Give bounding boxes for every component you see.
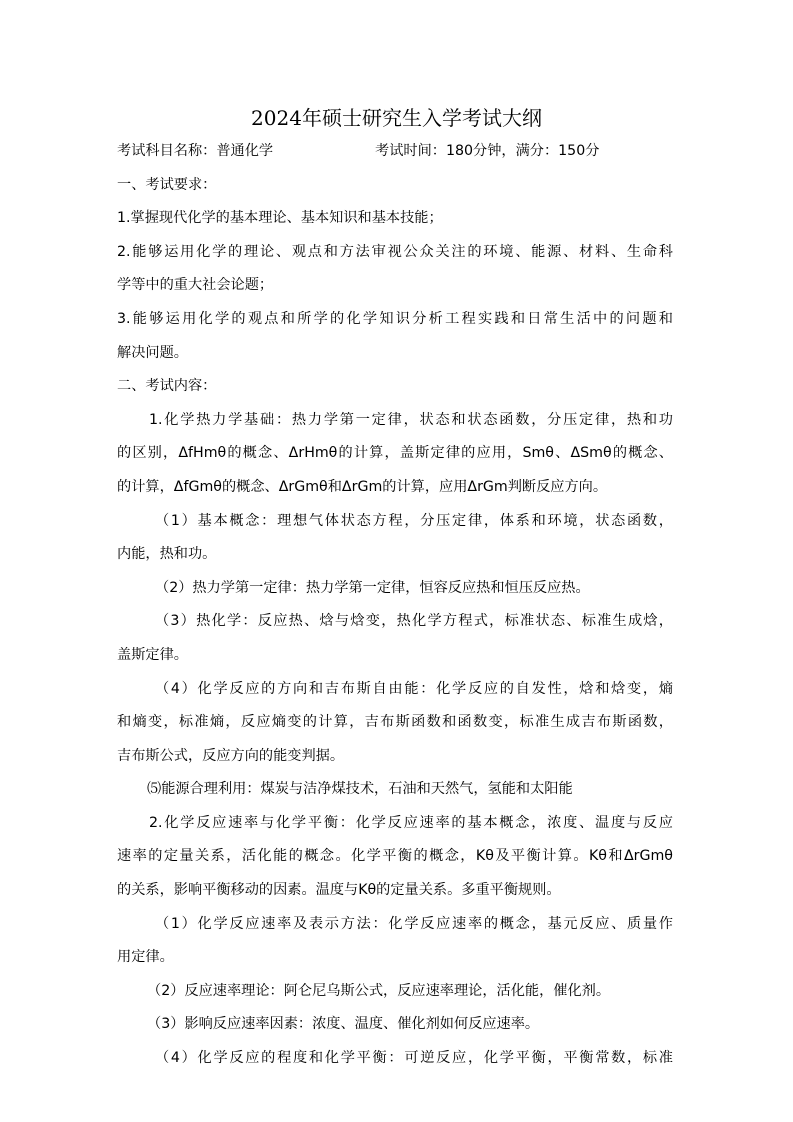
text-line: 2.化学反应速率与化学平衡：化学反应速率的基本概念，浓度、温度与反应 — [149, 814, 673, 831]
page-title: 2024年硕士研究生入学考试大纲 — [251, 106, 542, 130]
text-line: 二、考试内容： — [117, 378, 217, 395]
text-line: 的计算，ΔfGmθ的概念、ΔrGmθ和ΔrGm的计算，应用ΔrGm判断反应方向。 — [117, 478, 608, 495]
text-line: （3）热化学：反应热、焓与焓变，热化学方程式，标准状态、标准生成焓， — [155, 613, 673, 630]
text-line: 吉布斯公式，反应方向的能变判据。 — [117, 747, 345, 764]
text-line: （4）化学反应的方向和吉布斯自由能：化学反应的自发性，焓和焓变，熵 — [155, 680, 673, 697]
text-line: 用定律。 — [117, 949, 174, 966]
text-line: 解决问题。 — [117, 344, 188, 361]
exam-time: 考试时间：180分钟，满分：150分 — [375, 143, 600, 159]
text-line: 盖斯定律。 — [117, 646, 188, 663]
text-line: 和熵变，标准熵，反应熵变的计算，吉布斯函数和函数变，标准生成吉布斯函数， — [117, 714, 673, 731]
text-line: （2）反应速率理论：阿仑尼乌斯公式，反应速率理论，活化能，催化剂。 — [147, 982, 611, 999]
exam-meta — [117, 137, 673, 171]
text-line: 学等中的重大社会论题； — [117, 277, 274, 294]
text-line: （2）热力学第一定律：热力学第一定律，恒容反应热和恒压反应热。 — [155, 579, 590, 596]
text-line: 1.掌握现代化学的基本理论、基本知识和基本技能； — [117, 210, 443, 227]
text-line: 内能，热和功。 — [117, 546, 217, 563]
text-line: 一、考试要求： — [117, 176, 217, 193]
text-line: （4）化学反应的程度和化学平衡：可逆反应，化学平衡，平衡常数，标准 — [155, 1050, 673, 1067]
text-line: ⑸能源合理利用：煤炭与洁净煤技术，石油和天然气，氢能和太阳能 — [147, 781, 573, 798]
text-line: 1.化学热力学基础：热力学第一定律，状态和状态函数，分压定律，热和功 — [149, 411, 673, 428]
text-line: （3）影响反应速率因素：浓度、温度、催化剂如何反应速率。 — [147, 1016, 540, 1033]
body-lines — [117, 171, 673, 1078]
text-line: 3.能够运用化学的观点和所学的化学知识分析工程实践和日常生活中的问题和 — [117, 310, 673, 327]
text-line: 2.能够运用化学的理论、观点和方法审视公众关注的环境、能源、材料、生命科 — [117, 243, 673, 260]
text-line: 速率的定量关系，活化能的概念。化学平衡的概念，Kθ及平衡计算。Kθ和ΔrGmθ — [117, 848, 673, 865]
text-line: （1）基本概念：理想气体状态方程，分压定律，体系和环境，状态函数， — [155, 512, 673, 529]
text-line: （1）化学反应速率及表示方法：化学反应速率的概念，基元反应、质量作 — [155, 915, 673, 932]
document-body — [117, 137, 673, 1078]
text-line: 的区别，ΔfHmθ的概念、ΔrHmθ的计算，盖斯定律的应用，Smθ、ΔSmθ的概念、 — [117, 445, 673, 462]
exam-subject: 考试科目名称：普通化学 — [117, 143, 274, 159]
text-line: 的关系，影响平衡移动的因素。温度与Kθ的定量关系。多重平衡规则。 — [117, 882, 561, 899]
